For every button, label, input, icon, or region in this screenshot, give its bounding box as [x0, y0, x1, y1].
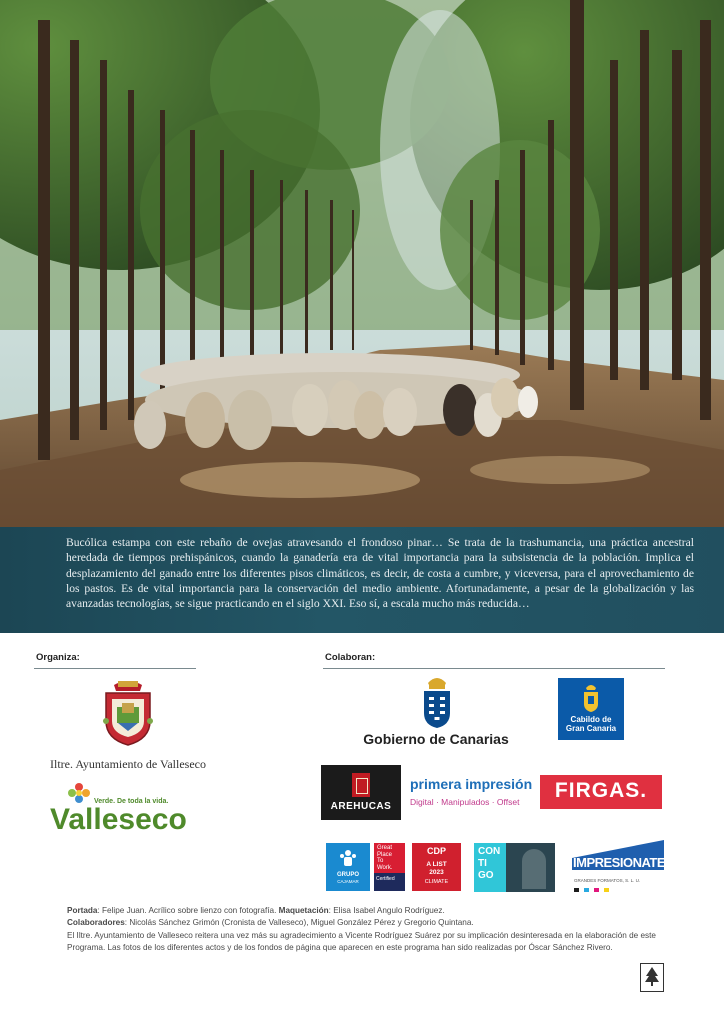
contigo-line3: GO [478, 870, 494, 881]
colaboradores-text: : Nicolás Sánchez Grimón (Cronista de Valleseco), Miguel González Pérez y Gregorio Quintana. [124, 918, 474, 928]
ayuntamiento-label: Iltre. Ayuntamiento de Valleseco [50, 757, 206, 771]
grupo-cajamar-logo [326, 843, 370, 891]
cabildo-shield-icon [581, 682, 601, 712]
valleseco-tagline: Verde. De toda la vida. [94, 798, 169, 805]
arehucas-logo [321, 765, 401, 820]
great-place-to-work-badge [374, 843, 405, 891]
cabildo-line1: Cabildo de [570, 715, 612, 724]
people-icon [338, 848, 358, 868]
cabildo-line2: Gran Canaria [565, 724, 617, 733]
cabildo-gran-canaria-logo [558, 678, 624, 740]
impresionate-sub: GRANDES FORMATOS, S. L. U. [574, 878, 641, 883]
impresionate-label: IMPRESIONATE [573, 855, 665, 870]
firgas-label: FIRGAS. [554, 779, 648, 802]
gptw-line2: Place [377, 851, 393, 858]
cdp-line1: A LIST [426, 861, 447, 868]
primera-impresion-title: primera impresión [410, 776, 533, 792]
contigo-line2: TI [478, 858, 487, 869]
primera-impresion-sub: Digital · Manipulados · Offset [410, 797, 520, 807]
arehucas-emblem-icon [352, 773, 370, 797]
cdp-title: CDP [426, 846, 446, 856]
portada-label: Portada [67, 906, 98, 915]
valleseco-logo [50, 781, 210, 841]
firgas-logo [540, 775, 662, 809]
impresionate-logo [572, 840, 664, 896]
organiza-divider [34, 668, 196, 669]
contigo-line1: CON [478, 846, 501, 857]
grupo-line1: GRUPO [336, 872, 359, 878]
contigo-banner [474, 843, 555, 892]
gptw-line5: Certified [376, 876, 395, 882]
cdp-line2: 2023 [429, 869, 444, 876]
gptw-line3: To [377, 858, 384, 864]
gobierno-canarias-label: Gobierno de Canarias [363, 731, 509, 747]
valleseco-wordmark: Valleseco [50, 803, 187, 836]
colaboran-divider [323, 668, 665, 669]
maquetacion-text: : Elisa Isabel Angulo Rodríguez. [328, 906, 445, 915]
portada-text: : Felipe Juan. Acrílico sobre lienzo con fotografía. [97, 906, 277, 915]
person-icon [522, 849, 546, 889]
gobierno-canarias-shield-icon [420, 673, 454, 729]
credits-thanks: El Iltre. Ayuntamiento de Valleseco reitera una vez más su agradecimiento a Vicente Rodríguez Suárez por su implicación desinteresada en la elaboración de este Programa. Las fotos de los diferentes actos y de los fondos de página que aparecen en este programa han sido realizadas por Óscar Sánchez Rivero. [67, 930, 656, 953]
photo-caption: Bucólica estampa con este rebaño de ovejas atravesando el frondoso pinar… Se trata de la trashumancia, una práctica ancestral heredada de tiempos prehispánicos, cuando la ganadería era de vital importancia para la subsistencia de la población. Implica el desplazamiento del ganado entre los diferentes pisos climáticos, es decir, de costa a cumbre, y viceversa, para el aprovechamiento de los pastos. Es de vital importancia para la conservación del medio ambiente. Afortunadamente, a pesar de la globalización y las avanzadas tecnologías, se sigue practicando en el siglo XXI. Eso sí, a escala mucho más reducida… [66, 536, 694, 611]
primera-impresion-logo [408, 776, 533, 812]
cdp-a-list-badge [412, 843, 461, 891]
organiza-title: Organiza: [36, 652, 80, 663]
grupo-line2: CAJAMAR [337, 879, 359, 884]
credits-line-2 [67, 917, 667, 929]
colaboran-title: Colaboran: [325, 652, 376, 663]
credits-block [67, 905, 667, 955]
maquetacion-label: Maquetación [278, 906, 329, 915]
cdp-line3: CLIMATE [424, 879, 449, 885]
arehucas-label: AREHUCAS [330, 801, 392, 812]
gptw-line4: Work. [377, 864, 393, 871]
fsc-tree-icon [640, 963, 664, 992]
cmyk-dots-icon [574, 888, 634, 892]
gptw-line1: Great [377, 845, 393, 851]
valleseco-coat-of-arms-icon [100, 677, 156, 747]
credits-line-1 [67, 905, 667, 917]
colaboradores-label: Colaboradores [67, 918, 125, 928]
